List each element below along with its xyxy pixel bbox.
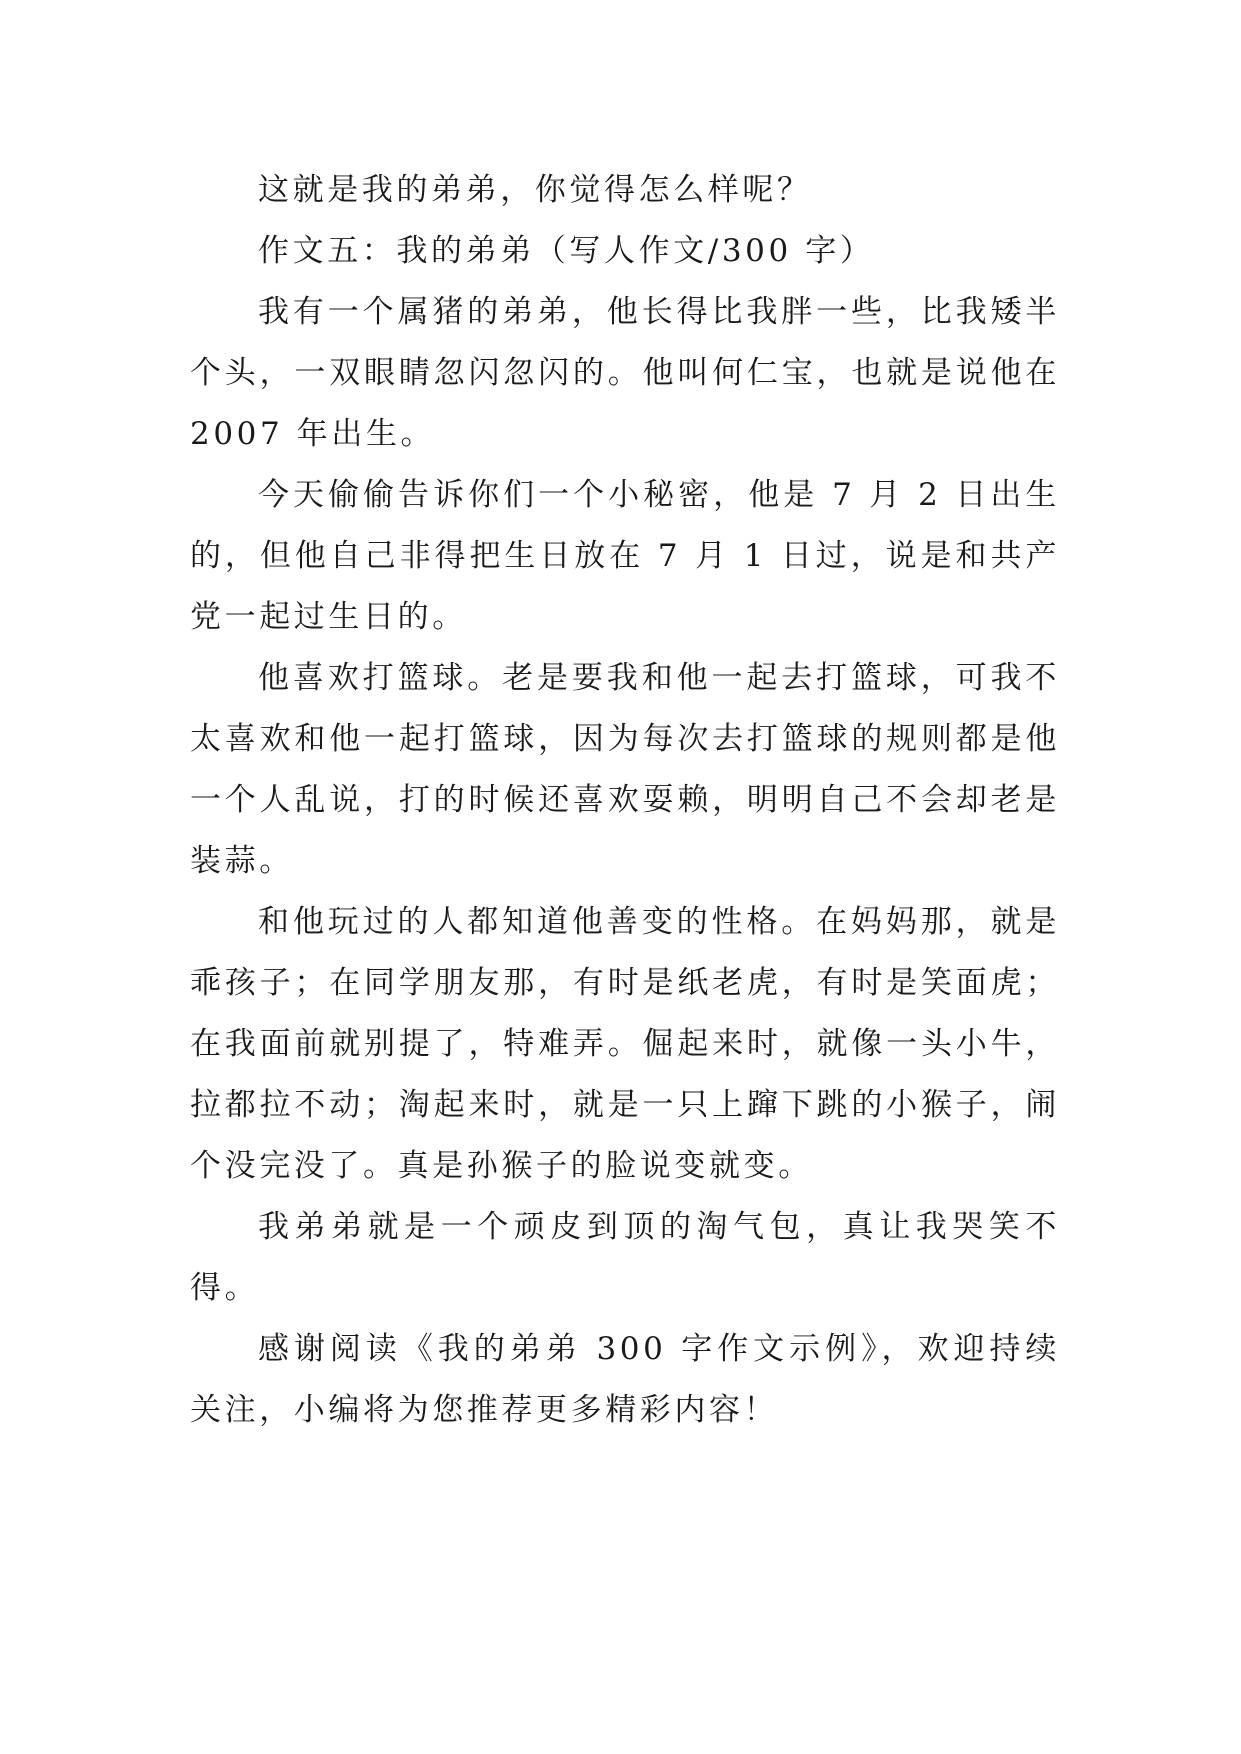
essay-heading: 作文五：我的弟弟（写人作文/300 字） — [258, 233, 875, 269]
paragraph-birthday-secret: 今天偷偷告诉你们一个小秘密，他是 7 月 2 日出生的，但他自己非得把生日放在 7 月 1 日过，说是和共产党一起过生日的。 — [190, 477, 1060, 635]
paragraph-conclusion: 我弟弟就是一个顽皮到顶的淘气包，真让我哭笑不得。 — [190, 1209, 1060, 1306]
document-page — [190, 160, 1060, 1441]
paragraph-closing-question: 这就是我的弟弟，你觉得怎么样呢？ — [258, 172, 812, 208]
paragraph-basketball: 他喜欢打篮球。老是要我和他一起去打篮球，可我不太喜欢和他一起打篮球，因为每次去打篮球的规则都是他一个人乱说，打的时候还喜欢耍赖，明明自己不会却老是装蒜。 — [190, 660, 1060, 879]
paragraph-thanks: 感谢阅读《我的弟弟 300 字作文示例》，欢迎持续关注，小编将为您推荐更多精彩内容！ — [190, 1331, 1060, 1428]
paragraph-personality: 和他玩过的人都知道他善变的性格。在妈妈那，就是乖孩子；在同学朋友那，有时是纸老虎，有时是笑面虎；在我面前就别提了，特难弄。倔起来时，就像一头小牛，拉都拉不动；淘起来时，就是一只上蹿下跳的小猴子，闹个没完没了。真是孙猴子的脸说变就变。 — [190, 904, 1060, 1184]
paragraph-introduction: 我有一个属猪的弟弟，他长得比我胖一些，比我矮半个头，一双眼睛忽闪忽闪的。他叫何仁宝，也就是说他在 2007 年出生。 — [190, 294, 1060, 452]
